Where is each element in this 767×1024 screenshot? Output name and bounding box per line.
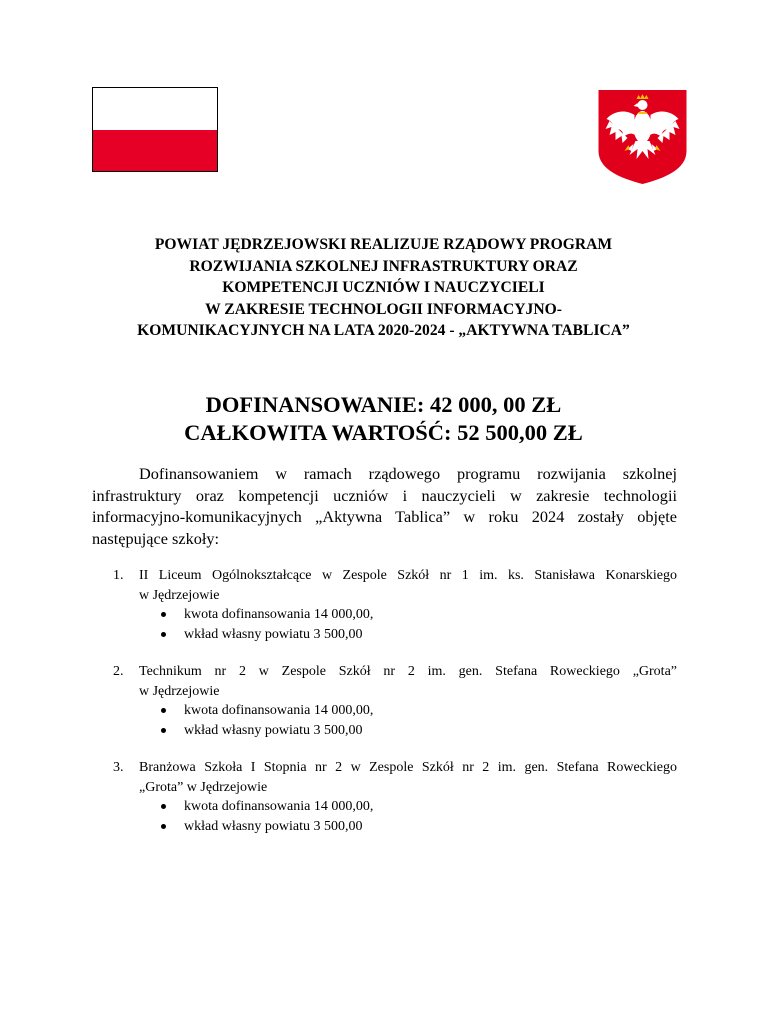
school-name-line: w Jędrzejowie — [139, 587, 220, 603]
detail-text: wkład własny powiatu 3 500,00 — [184, 626, 363, 642]
school-number: 3. — [113, 760, 124, 775]
intro-paragraph — [92, 463, 677, 549]
detail-text: kwota dofinansowania 14 000,00, — [184, 607, 374, 622]
funding-detail — [92, 721, 677, 741]
heading-line: KOMUNIKACYJNYCH NA LATA 2020-2024 - „AKTYWNA TABLICA” — [137, 322, 630, 339]
funding-detail — [92, 817, 677, 837]
program-heading — [60, 234, 707, 342]
heading-line: KOMPETENCJI UCZNIÓW I NAUCZYCIELI — [222, 279, 545, 296]
intro-line: Dofinansowaniem w ramach rządowego programu rozwijania szkolnej — [139, 464, 677, 483]
school-name — [139, 662, 677, 701]
school-details — [92, 797, 677, 836]
intro-line: informacyjno-komunikacyjnych „Aktywna Tablica” w roku 2024 zostały objęte — [92, 507, 677, 526]
detail-text: wkład własny powiatu 3 500,00 — [184, 722, 363, 738]
school-item — [92, 566, 677, 644]
school-name-line: „Grota” w Jędrzejowie — [139, 779, 268, 795]
school-details — [92, 701, 677, 740]
school-name-line: w Jędrzejowie — [139, 683, 220, 699]
detail-text: kwota dofinansowania 14 000,00, — [184, 703, 374, 718]
heading-line: POWIAT JĘDRZEJOWSKI REALIZUJE RZĄDOWY PROGRAM — [154, 236, 613, 253]
school-name-line: Branżowa Szkoła I Stopnia nr 2 w Zespole Szkół nr 2 im. gen. Stefana Roweckiego — [139, 760, 677, 775]
bullet-icon — [161, 728, 166, 733]
bullet-icon — [161, 824, 166, 829]
flag-white-stripe — [93, 88, 217, 130]
flag-red-stripe — [93, 130, 217, 172]
school-name — [139, 758, 677, 797]
bullet-icon — [161, 804, 166, 809]
heading-line: W ZAKRESIE TECHNOLOGII INFORMACYJNO- — [205, 300, 562, 318]
schools-list — [92, 566, 677, 854]
bullet-icon — [161, 708, 166, 713]
bullet-icon — [161, 612, 166, 617]
school-details — [92, 605, 677, 644]
funding-detail — [92, 701, 677, 721]
school-item — [92, 758, 677, 836]
total-value: CAŁKOWITA WARTOŚĆ: 52 500,00 ZŁ — [184, 420, 583, 445]
school-name-line: II Liceum Ogólnokształcące w Zespole Szkół nr 1 im. ks. Stanisława Konarskiego — [139, 568, 677, 583]
polish-flag-icon — [92, 87, 218, 172]
intro-line: następujące szkoły: — [92, 528, 220, 548]
funding-detail — [92, 625, 677, 645]
school-name — [139, 566, 677, 605]
funding-amount: DOFINANSOWANIE: 42 000, 00 ZŁ — [205, 392, 562, 417]
funding-amounts — [60, 391, 707, 447]
school-name-line: Technikum nr 2 w Zespole Szkół nr 2 im. gen. Stefana Roweckiego „Grota” — [139, 664, 677, 679]
intro-line: infrastruktury oraz kompetencji uczniów i nauczycieli w zakresie technologii — [92, 485, 677, 505]
bullet-icon — [161, 632, 166, 637]
funding-detail — [92, 605, 677, 625]
polish-eagle-emblem-icon — [597, 89, 688, 185]
heading-line: ROZWIJANIA SZKOLNEJ INFRASTRUKTURY ORAZ — [189, 257, 578, 275]
school-item — [92, 662, 677, 740]
school-number: 1. — [113, 568, 124, 583]
detail-text: wkład własny powiatu 3 500,00 — [184, 818, 363, 834]
school-number: 2. — [113, 664, 124, 679]
detail-text: kwota dofinansowania 14 000,00, — [184, 799, 374, 814]
funding-detail — [92, 797, 677, 817]
